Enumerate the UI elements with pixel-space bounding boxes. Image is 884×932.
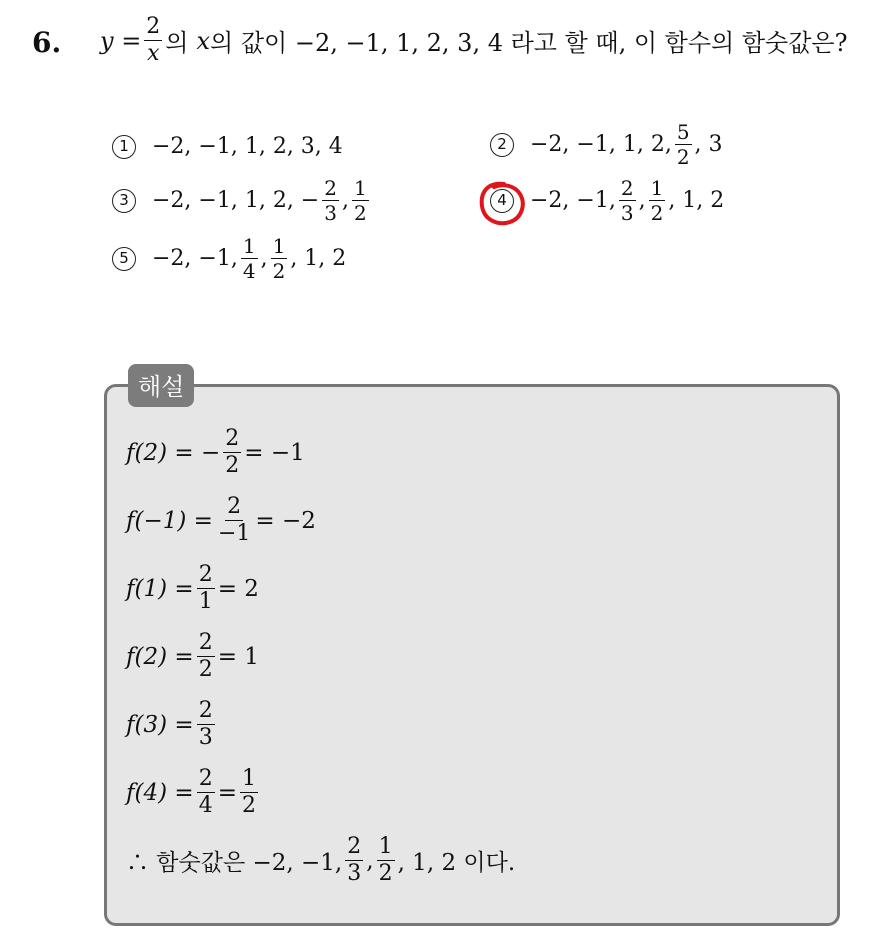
question-particle: 의 <box>165 29 189 57</box>
choice-2-text-pre: −2, −1, 1, 2, <box>530 132 672 157</box>
choice-3-fraction-2 <box>352 178 369 223</box>
solution-line-4 <box>126 632 259 681</box>
line-fraction-2 <box>240 768 258 817</box>
fraction-denominator: 3 <box>198 725 213 750</box>
fraction-numerator: 1 <box>242 234 256 258</box>
choice-4-marker: 4 <box>490 189 514 213</box>
conclusion-fraction-1 <box>345 836 363 885</box>
fraction-numerator: 1 <box>650 176 664 200</box>
choice-2-text-post: , 3 <box>694 132 723 157</box>
choice-3-fraction-1 <box>322 178 339 223</box>
choice-4-text-post: , 1, 2 <box>668 188 725 213</box>
solution-line-2 <box>126 496 316 545</box>
fraction-denominator: 3 <box>347 861 362 886</box>
solution-line-6 <box>126 768 261 817</box>
line-lhs: f(4) = <box>126 779 194 806</box>
fraction-numerator: 1 <box>378 834 393 859</box>
x-variable: x <box>196 26 211 55</box>
fraction-denominator: 1 <box>198 589 213 614</box>
question-number: 6. <box>32 26 62 59</box>
conclusion-comma: , <box>366 847 374 874</box>
line-fraction <box>197 564 215 613</box>
fraction-numerator: 2 <box>198 562 213 587</box>
answer-mark-circle-icon <box>474 178 530 230</box>
fraction-denominator: 3 <box>324 201 337 225</box>
choice-2-fraction <box>675 122 692 167</box>
choice-5[interactable] <box>112 236 346 281</box>
line-fraction <box>197 632 215 681</box>
fraction-numerator: 1 <box>353 176 367 200</box>
solution-tab-label: 해설 <box>128 364 194 407</box>
fraction-denominator: 4 <box>242 259 256 283</box>
solution-line-1 <box>126 428 305 477</box>
solution-line-5 <box>126 700 218 749</box>
choice-3[interactable] <box>112 178 372 223</box>
fraction-numerator: 2 <box>324 176 337 200</box>
line-lhs: f(1) = <box>126 575 194 602</box>
conclusion-post: , 1, 2 이다. <box>397 850 516 876</box>
choice-5-comma: , <box>260 246 268 271</box>
conclusion-fraction-2 <box>377 836 395 885</box>
fraction-numerator: 1 <box>272 234 286 258</box>
fraction-numerator: 2 <box>227 494 242 519</box>
fraction-numerator: 2 <box>347 834 362 859</box>
line-fraction-1 <box>197 768 215 817</box>
choice-4-fraction-2 <box>649 178 666 223</box>
line-fraction <box>223 428 241 477</box>
fraction-denominator: x <box>147 41 160 66</box>
choice-3-text-pre: −2, −1, 1, 2, − <box>152 188 320 213</box>
fraction-numerator: 2 <box>198 698 213 723</box>
choice-4-fraction-1 <box>619 178 636 223</box>
function-fraction <box>144 16 162 65</box>
fraction-denominator: 2 <box>272 259 286 283</box>
fraction-denominator: 2 <box>198 657 213 682</box>
fraction-numerator: 2 <box>225 426 240 451</box>
choice-3-comma: , <box>341 188 349 213</box>
solution-line-3 <box>126 564 259 613</box>
fraction-denominator: 2 <box>241 793 256 818</box>
question-text <box>100 16 847 65</box>
line-rhs: = 1 <box>217 643 259 670</box>
choice-5-fraction-2 <box>271 236 288 281</box>
choice-5-text-pre: −2, −1, <box>152 246 238 271</box>
fraction-denominator: 2 <box>353 201 367 225</box>
line-fraction <box>216 496 252 545</box>
fraction-numerator: 5 <box>676 120 690 144</box>
choice-1[interactable] <box>112 134 343 159</box>
fraction-denominator: 3 <box>620 201 634 225</box>
line-rhs: = 2 <box>217 575 259 602</box>
conclusion-pre: ∴ 함숫값은 −2, −1, <box>126 850 343 876</box>
fraction-denominator: 2 <box>378 861 393 886</box>
fraction-numerator: 2 <box>620 176 634 200</box>
fraction-denominator: −1 <box>217 521 251 546</box>
question-body: 의 값이 −2, −1, 1, 2, 3, 4 라고 할 때, 이 함수의 함숫값은? <box>210 29 848 57</box>
choice-1-text: −2, −1, 1, 2, 3, 4 <box>152 134 343 159</box>
fraction-denominator: 4 <box>198 793 213 818</box>
fraction-denominator: 2 <box>676 145 690 169</box>
line-equals: = <box>217 779 237 806</box>
line-lhs: f(2) = − <box>126 439 221 466</box>
choice-4-text-pre: −2, −1, <box>530 188 616 213</box>
line-lhs: f(3) = <box>126 711 194 738</box>
choice-5-marker: 5 <box>112 247 136 271</box>
choice-4-comma: , <box>638 188 646 213</box>
fraction-denominator: 2 <box>650 201 664 225</box>
fraction-numerator: 2 <box>146 14 161 39</box>
fraction-denominator: 2 <box>225 453 240 478</box>
choice-2-marker: 2 <box>490 133 514 157</box>
solution-conclusion <box>126 836 515 885</box>
fraction-numerator: 2 <box>198 630 213 655</box>
choice-2[interactable] <box>490 122 723 167</box>
fraction-numerator: 1 <box>241 766 256 791</box>
choice-3-marker: 3 <box>112 189 136 213</box>
line-lhs: f(−1) = <box>126 507 213 534</box>
choice-5-text-post: , 1, 2 <box>290 246 347 271</box>
choice-1-marker: 1 <box>112 135 136 159</box>
line-rhs: = −1 <box>244 439 305 466</box>
line-rhs: = −2 <box>255 507 316 534</box>
choice-5-fraction-1 <box>241 236 258 281</box>
fraction-numerator: 2 <box>198 766 213 791</box>
line-fraction <box>197 700 215 749</box>
function-lhs: y = <box>100 26 142 55</box>
line-lhs: f(2) = <box>126 643 194 670</box>
